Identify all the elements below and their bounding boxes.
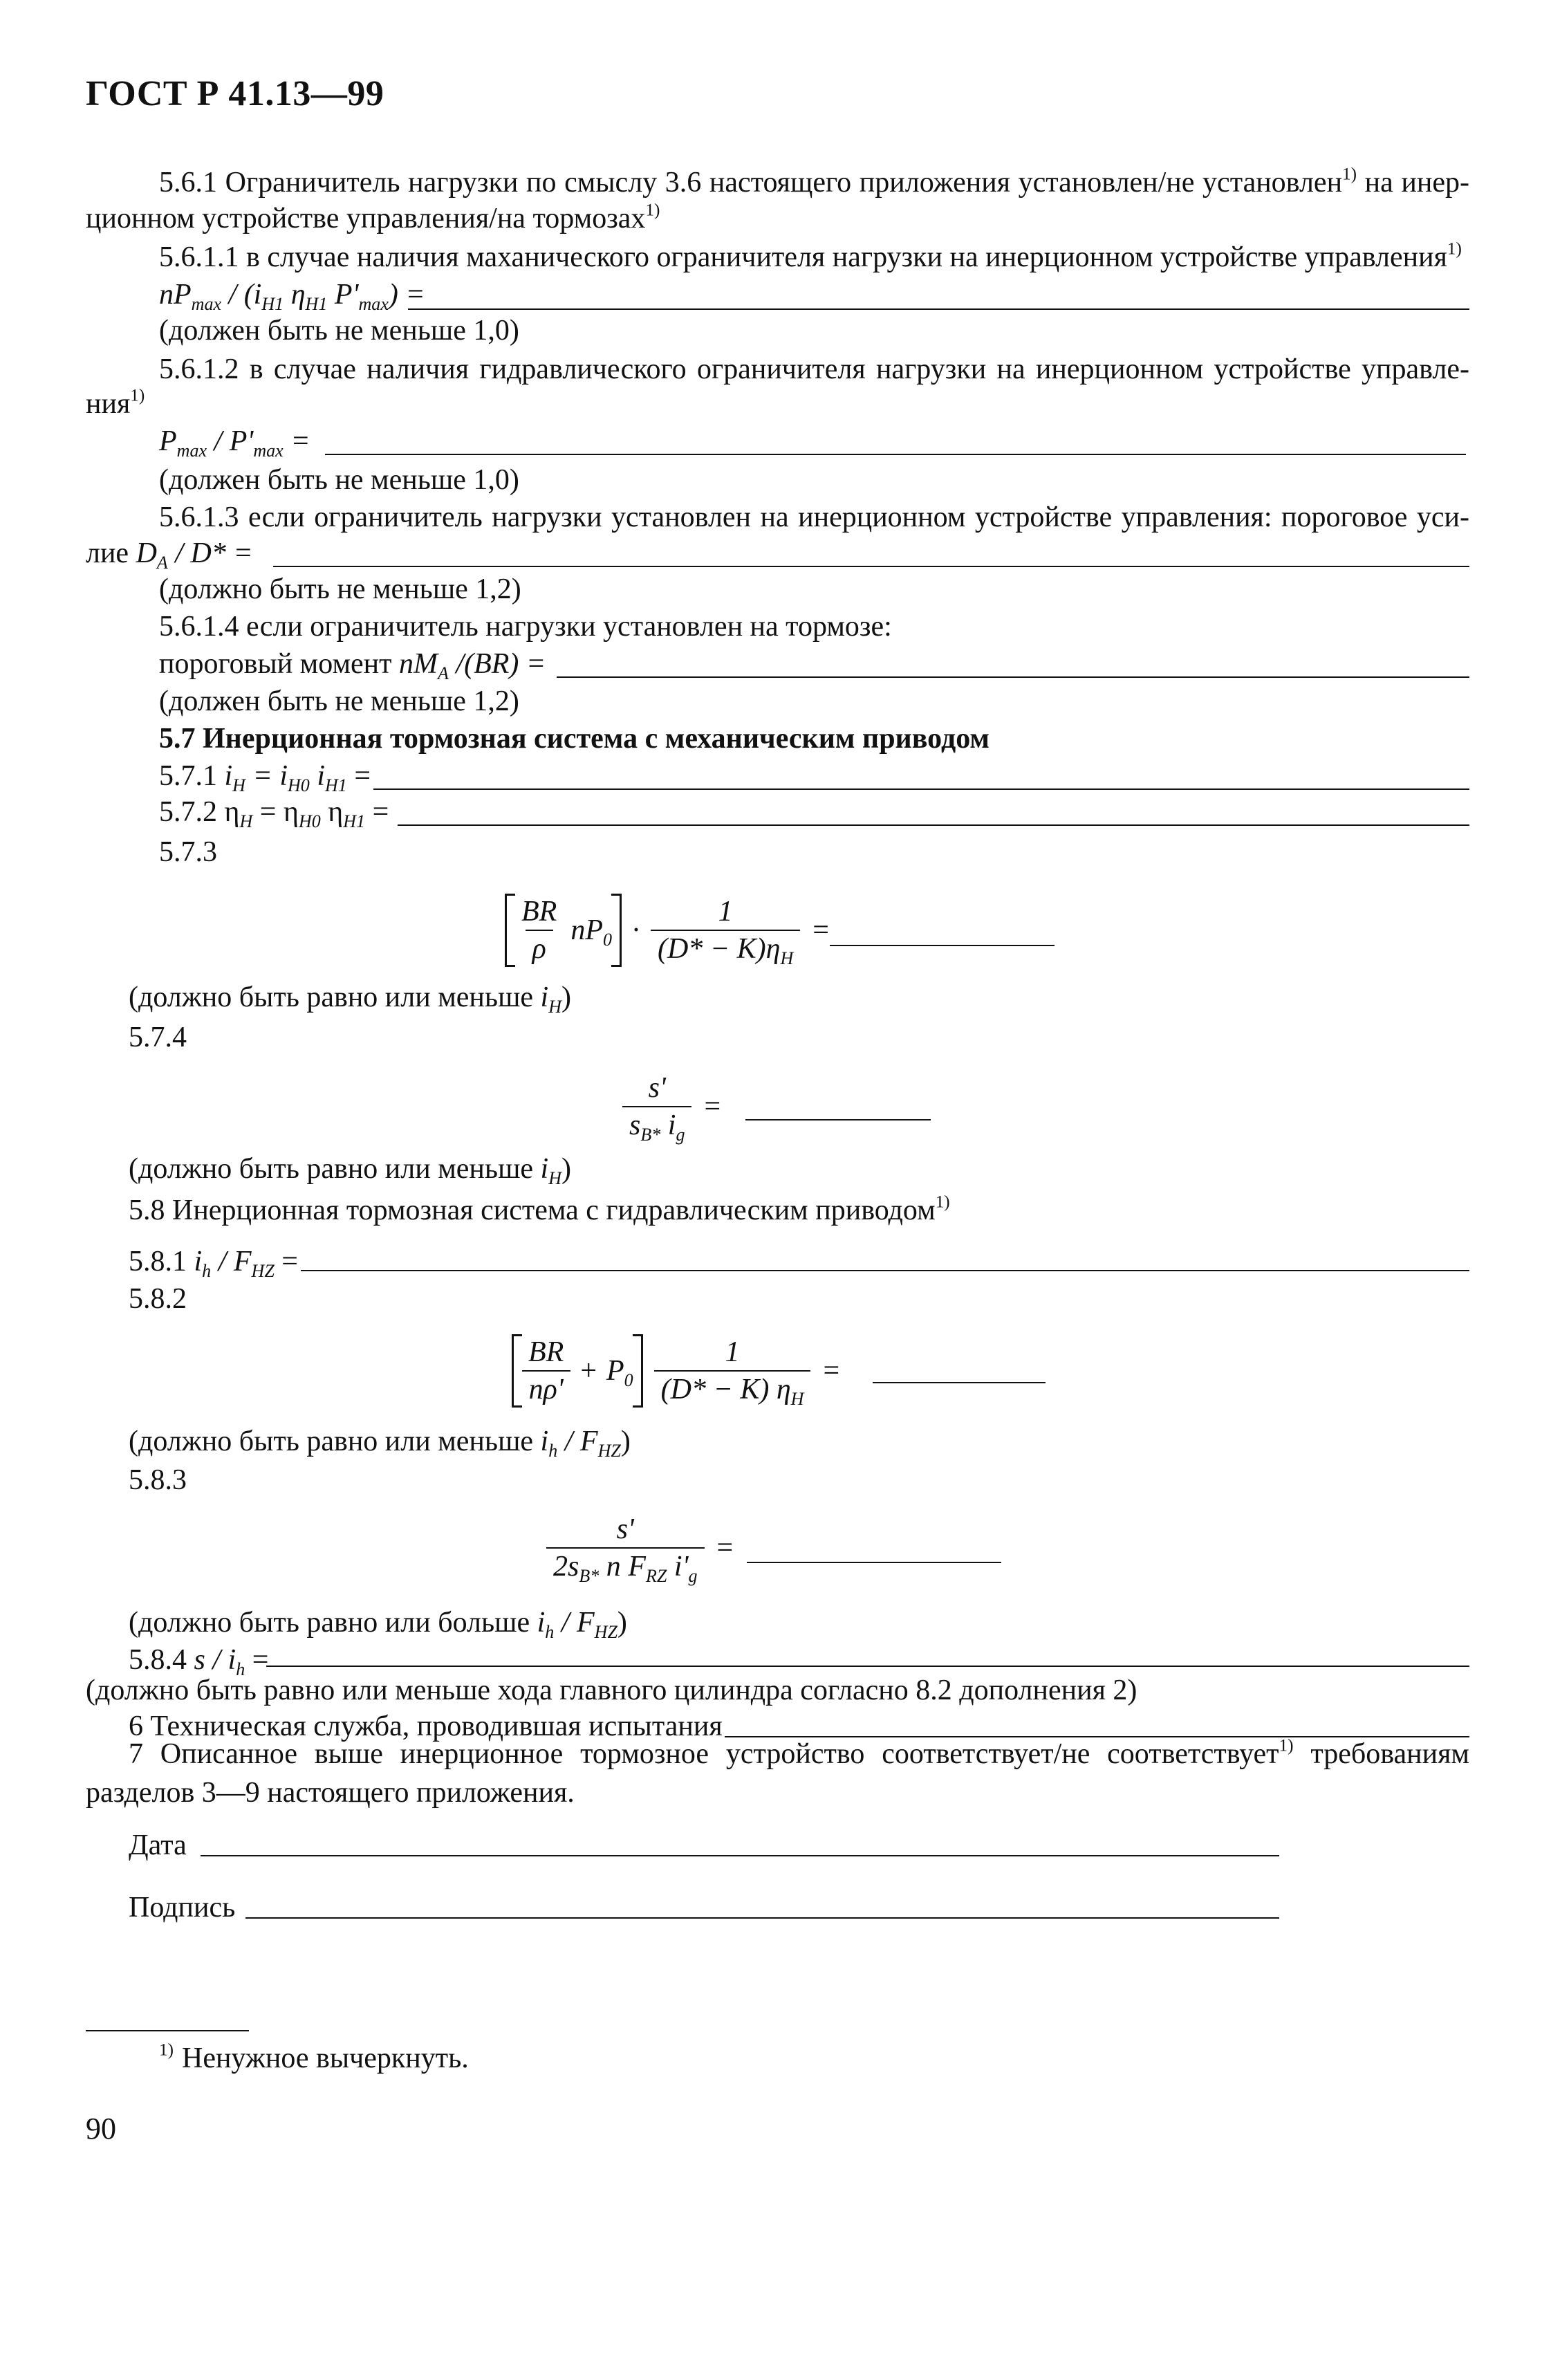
note-5-8-4: (должно быть равно или меньше хода главного цилиндра согласно 8.2 дополнения 2) — [86, 1675, 1137, 1706]
answer-line[interactable] — [266, 1666, 1469, 1667]
bracket-group: $\frac{BR}{\rho}$ $nP_0$ — [505, 894, 622, 967]
paragraph-5-6-1-2-cont: ния$^{1)}$ — [86, 386, 145, 420]
section-5-8-heading: 5.8 Инерционная тормозная система с гидравлическим приводом$^{1)}$ — [129, 1192, 950, 1226]
formula-5-8-2: $\frac{BR}{n\rho'}$ + $P_0$ $\frac{1}{(D* - K) \eta_H}$ = — [512, 1335, 852, 1407]
answer-line[interactable] — [557, 676, 1469, 678]
answer-line[interactable] — [830, 945, 1055, 946]
formula-5-7-4: $\frac{s'}{s_{B*} i_g}$ = — [622, 1072, 733, 1141]
page-number: 90 — [86, 2112, 116, 2146]
answer-line[interactable] — [273, 566, 1469, 567]
standard-header: ГОСТ Р 41.13—99 — [86, 74, 384, 113]
note-5-8-3: (должно быть равно или больше $i_h / F_{HZ}$) — [129, 1607, 627, 1643]
paragraph-5-6-1-3: 5.6.1.3 если ограничитель нагрузки установлен на инерционном устройстве управления: пороговое уси- — [159, 501, 1469, 533]
date-field[interactable] — [201, 1855, 1279, 1856]
date-label: Дата — [129, 1829, 187, 1861]
paragraph-5-8-3: 5.8.3 — [129, 1464, 187, 1496]
paragraph-7-cont: разделов 3—9 настоящего приложения. — [86, 1777, 575, 1809]
paragraph-5-6-1-1: 5.6.1.1 в случае наличия маханического ограничителя нагрузки на инерционном устройстве управления$^{1)}$ — [159, 239, 1462, 273]
footnote: $^{1)}$ Ненужное вычеркнуть. — [159, 2040, 469, 2074]
answer-line[interactable] — [408, 308, 1469, 310]
note: (должен быть не меньше 1,2) — [159, 685, 519, 717]
note-5-7-3: (должно быть равно или меньше $i_H$) — [129, 981, 572, 1017]
paragraph-5-6-1-4-cont: пороговый момент $nM_A$ /(BR) = — [159, 648, 546, 684]
answer-line[interactable] — [325, 454, 1466, 455]
paragraph-5-6-1-4: 5.6.1.4 если ограничитель нагрузки установлен на тормозе: — [159, 611, 892, 643]
answer-line[interactable] — [745, 1119, 931, 1120]
note: (должен быть не меньше 1,0) — [159, 464, 519, 496]
paragraph-7: 7 Описанное выше инерционное тормозное устройство соответствует/не соответствует$^{1)}$ требованиям — [129, 1736, 1469, 1770]
paragraph-5-7-3: 5.7.3 — [159, 836, 217, 868]
paragraph-6: 6 Техническая служба, проводившая испытания — [129, 1710, 723, 1742]
paragraph-5-8-1: 5.8.1 $i_h / F_{HZ}$ = — [129, 1246, 298, 1282]
answer-line[interactable] — [398, 824, 1469, 826]
footnote-divider — [86, 2030, 249, 2031]
section-5-7-heading: 5.7 Инерционная тормозная система с механическим приводом — [159, 723, 990, 755]
paragraph-5-8-2: 5.8.2 — [129, 1283, 187, 1315]
bracket-group: $\frac{BR}{n\rho'}$ + $P_0$ — [512, 1334, 643, 1408]
paragraph-5-6-1: 5.6.1 Ограничитель нагрузки по смыслу 3.6 настоящего приложения установлен/не установлен$^{1)}$ на инер- — [159, 165, 1469, 199]
signature-field[interactable] — [245, 1917, 1279, 1919]
note-5-7-4: (должно быть равно или меньше $i_H$) — [129, 1153, 572, 1189]
answer-line[interactable] — [373, 788, 1469, 790]
paragraph-5-7-4: 5.7.4 — [129, 1022, 187, 1053]
paragraph-5-6-1-cont: ционном устройстве управления/на тормозах$^{1)}$ — [86, 201, 660, 234]
note-5-8-2: (должно быть равно или меньше $i_h / F_{HZ}$) — [129, 1426, 631, 1461]
signature-label: Подпись — [129, 1892, 236, 1924]
formula-5-6-1-2: $P_{max} / P'_{max}$ = — [159, 425, 310, 461]
paragraph-5-6-1-2: 5.6.1.2 в случае наличия гидравлического ограничителя нагрузки на инерционном устройстве управле- — [159, 353, 1469, 385]
answer-line[interactable] — [747, 1562, 1001, 1563]
note: (должно быть не меньше 1,2) — [159, 573, 521, 605]
paragraph-5-7-2: 5.7.2 $\eta_H = \eta_{H0}$ $\eta_{H1}$ = — [159, 796, 389, 832]
formula-5-8-3: $\frac{s'}{2s_{B*} n F_{RZ} i'_g}$ = — [546, 1513, 745, 1583]
answer-line[interactable] — [873, 1382, 1046, 1383]
answer-line[interactable] — [301, 1270, 1469, 1271]
paragraph-5-7-1: 5.7.1 $i_H = i_{H0}$ $i_{H1}$ = — [159, 760, 371, 796]
paragraph-5-8-4: 5.8.4 s / $i_h$ = — [129, 1644, 269, 1680]
paragraph-5-6-1-3-cont: лие $D_A / D*$ = — [86, 537, 253, 573]
formula-5-7-3: $\frac{BR}{\rho}$ $nP_0$ · $\frac{1}{(D* - K)\eta_H}$ = — [505, 892, 842, 968]
formula-5-6-1-1: $nP_{max} / (i_{H1}$ $\eta_{H1}$ $P'_{max}$) = — [159, 279, 425, 315]
note: (должен быть не меньше 1,0) — [159, 315, 519, 347]
